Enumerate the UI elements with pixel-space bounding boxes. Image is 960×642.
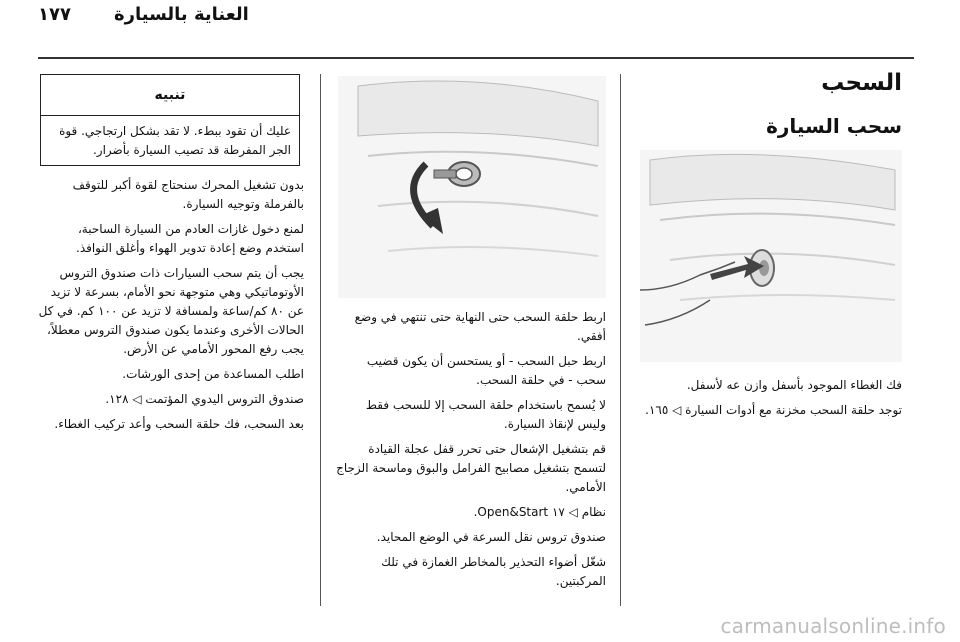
towing-eye-drawing [338, 76, 606, 298]
paragraph: توجد حلقة السحب مخزنة مع أدوات السيارة ◁ ١٦٥. [645, 403, 902, 417]
paragraph: قم بتشغيل الإشعال حتى تحرر قفل عجلة القيادة لتسمح بتشغيل مصابيح الفرامل والبوق وماسحة الزجاج الأمامي. [336, 442, 606, 494]
header-divider [38, 57, 914, 59]
chapter-title: العناية بالسيارة [114, 4, 249, 25]
section-title: السحب [821, 70, 902, 96]
paragraph: بدون تشغيل المحرك سنحتاج لقوة أكبر للتوقف بالفرملة وتوجيه السيارة. [72, 178, 304, 211]
paragraph: لا يُسمح باستخدام حلقة السحب إلا للسحب فقط وليس لإنقاذ السيارة. [365, 398, 606, 431]
watermark: carmanualsonline.info [720, 614, 946, 638]
column-divider-right [620, 74, 621, 606]
middle-column-text [334, 308, 606, 597]
notice-body: عليك أن تقود ببطء. لا تقد بشكل ارتجاجي. قوة الجر المفرطة قد تصيب السيارة بأضرار. [59, 124, 291, 157]
left-column-text [38, 176, 304, 440]
page-number: ١٧٧ [38, 4, 71, 25]
bumper-cover-drawing [640, 150, 902, 362]
section-subtitle: سحب السيارة [766, 114, 902, 138]
paragraph: يجب أن يتم سحب السيارات ذات صندوق التروس الأوتوماتيكي وهي متوجهة نحو الأمام، بسرعة لا تزيد عن ٨٠ كم/ساعة ولمسافة لا تزيد عن ١٠٠ كم. في كل الحالات الأخرى وعندما يكون صندوق التروس معطلاً، يجب رفع المحور الأمامي عن الأرض. [38, 266, 304, 356]
paragraph: اطلب المساعدة من إحدى الورشات. [122, 367, 304, 381]
paragraph: شغّل أضواء التحذير بالمخاطر الغمازة في تلك المركبتين. [381, 555, 606, 588]
towing-eye-cover-illustration [640, 150, 902, 362]
column-divider-left [320, 74, 321, 606]
towing-eye-install-illustration [338, 76, 606, 298]
paragraph: صندوق تروس نقل السرعة في الوضع المحايد. [376, 530, 606, 544]
paragraph: بعد السحب، فك حلقة السحب وأعد تركيب الغطاء. [54, 417, 304, 431]
right-column-text [636, 376, 902, 426]
paragraph: نظام ◁ ١٧ Open&Start. [473, 505, 606, 519]
notice-heading: تنبيه [41, 75, 299, 116]
paragraph: صندوق التروس اليدوي المؤتمت ◁ ١٢٨. [105, 392, 304, 406]
paragraph: لمنع دخول غازات العادم من السيارة الساحبة، استخدم وضع إعادة تدوير الهواء وأغلق النوافذ. [76, 222, 304, 255]
paragraph: اربط حلقة السحب حتى النهاية حتى تنتهي في وضع أفقي. [354, 310, 606, 343]
paragraph: اربط حبل السحب - أو يستحسن أن يكون قضيب سحب - في حلقة السحب. [366, 354, 606, 387]
notice-box [40, 74, 300, 166]
paragraph: فك الغطاء الموجود بأسفل وازن عه لأسفل. [686, 378, 902, 392]
